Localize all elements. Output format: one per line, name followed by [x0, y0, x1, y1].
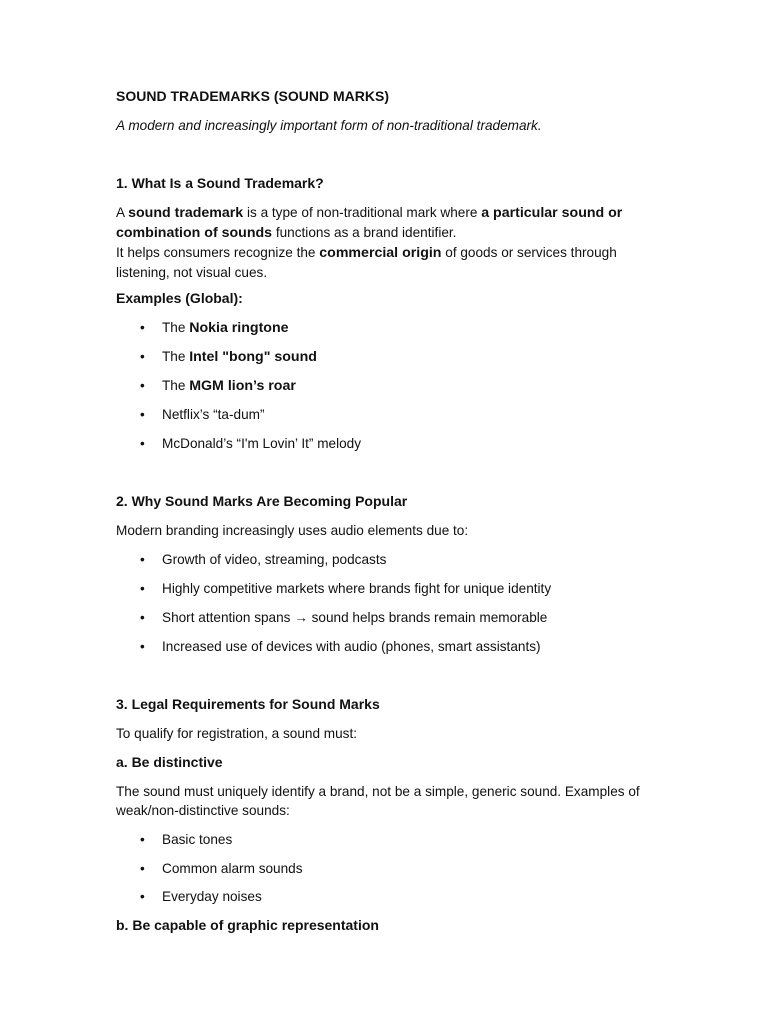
- subheading-be-distinctive: a. Be distinctive: [116, 754, 223, 770]
- text-run: is a type of non-traditional mark where: [243, 205, 482, 220]
- section3-intro: To qualify for registration, a sound must:: [116, 726, 358, 741]
- text-run: A: [116, 205, 129, 220]
- section-heading-what-is: 1. What Is a Sound Trademark?: [116, 175, 324, 191]
- item-bold: Nokia ringtone: [189, 320, 289, 336]
- section-heading-why-popular: 2. Why Sound Marks Are Becoming Popular: [116, 493, 408, 509]
- bullet-icon: •: [140, 436, 145, 451]
- list-item: [140, 579, 552, 598]
- text-run: listening, not visual cues.: [116, 265, 268, 280]
- item-bold: Intel "bong" sound: [189, 349, 317, 365]
- item-text: Highly competitive markets where brands fight for unique identity: [162, 581, 552, 596]
- text-run: of goods or services through: [441, 245, 617, 260]
- item-bold: MGM lion’s roar: [189, 378, 296, 394]
- list-item: [140, 347, 317, 367]
- text-line: The sound must uniquely identify a brand, not be a simple, generic sound. Examples of: [116, 784, 640, 799]
- document-subtitle: A modern and increasingly important form of non-traditional trademark.: [116, 118, 542, 133]
- bullet-icon: •: [140, 889, 145, 904]
- distinctive-paragraph: [116, 782, 676, 820]
- bullet-icon: •: [140, 407, 145, 422]
- item-text: Growth of video, streaming, podcasts: [162, 552, 387, 567]
- item-prefix: The: [162, 320, 190, 335]
- bullet-icon: •: [140, 349, 145, 364]
- item-prefix: The: [162, 378, 190, 393]
- list-item: [140, 637, 541, 656]
- text-line: weak/non-distinctive sounds:: [116, 803, 290, 818]
- bullet-icon: •: [140, 378, 145, 393]
- bold-run: a particular sound or: [481, 205, 623, 221]
- list-item: [140, 830, 233, 849]
- definition-paragraph: [116, 203, 676, 282]
- section2-intro: Modern branding increasingly uses audio elements due to:: [116, 523, 469, 538]
- item-text: Everyday noises: [162, 889, 262, 904]
- list-item: [140, 434, 362, 453]
- list-item: [140, 550, 387, 569]
- item-text: Netflix’s “ta-dum”: [162, 407, 265, 422]
- bullet-icon: •: [140, 832, 145, 847]
- item-text: Increased use of devices with audio (phones, smart assistants): [162, 639, 541, 654]
- list-item: [140, 318, 289, 338]
- list-item: [140, 887, 262, 906]
- bullet-icon: •: [140, 861, 145, 876]
- item-text: Basic tones: [162, 832, 233, 847]
- bullet-icon: •: [140, 320, 145, 335]
- list-item: [140, 405, 265, 424]
- bullet-icon: •: [140, 610, 145, 625]
- item-text: Short attention spans → sound helps brands remain memorable: [162, 610, 548, 625]
- list-item: [140, 376, 296, 396]
- list-item: [140, 608, 548, 627]
- document-title: SOUND TRADEMARKS (SOUND MARKS): [116, 88, 389, 104]
- item-prefix: The: [162, 349, 190, 364]
- bold-run: combination of sounds: [116, 225, 273, 241]
- item-text: Common alarm sounds: [162, 861, 303, 876]
- bullet-icon: •: [140, 552, 145, 567]
- section-heading-legal-requirements: 3. Legal Requirements for Sound Marks: [116, 696, 380, 712]
- bold-run: commercial origin: [319, 245, 442, 261]
- text-run: It helps consumers recognize the: [116, 245, 320, 260]
- bullet-icon: •: [140, 639, 145, 654]
- list-item: [140, 859, 303, 878]
- item-text: McDonald’s “I'm Lovin’ It” melody: [162, 436, 362, 451]
- bullet-icon: •: [140, 581, 145, 596]
- examples-heading: Examples (Global):: [116, 290, 243, 306]
- text-run: functions as a brand identifier.: [272, 225, 457, 240]
- subheading-graphic-representation: b. Be capable of graphic representation: [116, 917, 379, 933]
- bold-run: sound trademark: [128, 205, 244, 221]
